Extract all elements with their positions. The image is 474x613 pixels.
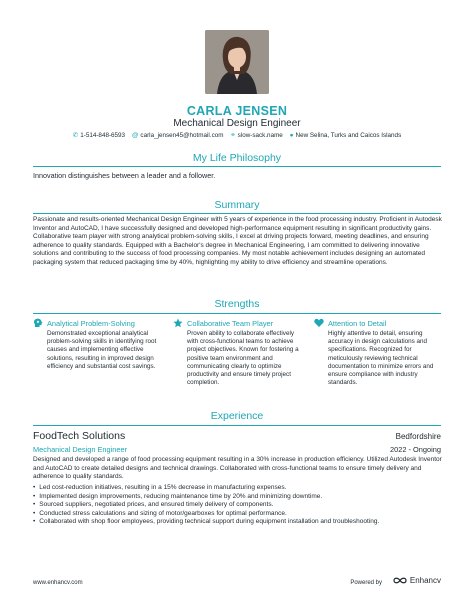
experience-location: Bedfordshire <box>395 432 441 441</box>
heart-icon <box>314 318 324 328</box>
location-icon: ● <box>289 132 294 139</box>
experience-company: FoodTech Solutions <box>33 430 126 442</box>
list-item: • Implemented design improvements, reducing maintenance time by 20% and minimizing downtime. <box>33 493 443 502</box>
section-title-summary: Summary <box>214 199 260 211</box>
section-title-experience: Experience <box>210 410 264 422</box>
section-divider <box>33 425 441 426</box>
contact-link[interactable]: slow-sack.name <box>237 132 283 139</box>
list-item: • Sourced suppliers, negotiated prices, and ensured timely delivery of components. <box>33 501 443 510</box>
experience-role: Mechanical Design Engineer <box>33 445 128 454</box>
list-item: • Collaborated with shop floor employees, providing technical support during equipment installation and troubleshooting. <box>33 518 443 527</box>
list-item: • Conducted stress calculations and sizing of motor/gearboxes for optimal performance. <box>33 510 443 519</box>
at-icon: @ <box>131 132 139 139</box>
contact-line <box>0 131 474 139</box>
experience-description: Designed and developed a range of food processing equipment resulting in a 30% increase in production efficiency. Utilized Autodesk Inventor and AutoCAD to create detailed designs and technical drawings. Collaborated with cross-functional teams to ensure timely delivery and adherence to quality standards. <box>33 456 442 480</box>
strength-desc: Highly attentive to detail, ensuring accuracy in design calculations and specifications. Recognized for meticulously reviewing technical documentation to minimize errors and ensure compliance with industry standards. <box>328 330 434 387</box>
footer-powered: Powered by <box>350 580 382 586</box>
section-divider <box>33 313 441 314</box>
enhancv-logo-icon <box>393 576 407 585</box>
phone-icon: ✆ <box>72 132 79 139</box>
list-item: • Led cost-reduction initiatives, resulting in a 15% decrease in manufacturing expenses. <box>33 484 443 493</box>
strength-title: Collaborative Team Player <box>187 318 274 328</box>
strength-item <box>314 318 442 387</box>
brand-name: Enhancv <box>409 576 441 585</box>
brand-logo[interactable] <box>393 576 441 585</box>
contact-email[interactable]: carla_jensen45@hotmail.com <box>140 132 224 139</box>
experience-dates: 2022 - Ongoing <box>390 445 441 454</box>
link-icon: ⚭ <box>230 132 236 139</box>
strength-desc: Demonstrated exceptional analytical problem-solving skills in identifying root causes and implementing effective solutions, resulting in improved design efficiency and substantial cost savings. <box>47 330 157 370</box>
strength-desc: Proven ability to collaborate effectively with cross-functional teams to achieve project objectives. Known for fostering a positive team environment and communicating clearly to optimize productivity and ensure timely project completion. <box>187 330 299 387</box>
experience-bullets <box>33 484 443 527</box>
profile-photo <box>205 30 269 94</box>
section-title-philosophy: My Life Philosophy <box>192 152 282 164</box>
summary-text: Passionate and results-oriented Mechanical Design Engineer with 5 years of experience in the food processing industry. Proficient in Autodesk Inventor and AutoCAD, I have successfully designed and developed high-performance equipment resulting in significant productivity gains. Collaborative team player with strong analytical problem-solving skills, I excel at driving projects forward, meeting deadlines, and ensuring adherence to quality standards. Equipped with a Bachelor's degree in Mechanical Engineering, I am committed to delivering innovative solutions and contributing to the success of food processing companies. My most notable achievement includes designing an automated packaging system that reduced packaging time by 40%, highlighting my ability to drive efficiency and streamline operations. <box>33 216 442 266</box>
strength-title: Attention to Detail <box>328 318 387 328</box>
philosophy-text: Innovation distinguishes between a leader and a follower. <box>33 171 216 180</box>
gear-head-icon <box>33 318 43 328</box>
star-icon <box>173 318 183 328</box>
candidate-name: CARLA JENSEN <box>186 104 288 118</box>
footer-url[interactable]: www.enhancv.com <box>33 580 83 586</box>
candidate-title: Mechanical Design Engineer <box>173 118 301 129</box>
strength-item <box>33 318 161 371</box>
strength-title: Analytical Problem-Solving <box>47 318 135 328</box>
contact-phone[interactable]: 1-514-848-6593 <box>80 132 126 139</box>
contact-location: New Selina, Turks and Caicos Islands <box>295 132 402 139</box>
section-title-strengths: Strengths <box>214 298 260 310</box>
strength-item <box>173 318 301 387</box>
section-divider <box>33 166 441 167</box>
section-divider <box>33 213 441 214</box>
